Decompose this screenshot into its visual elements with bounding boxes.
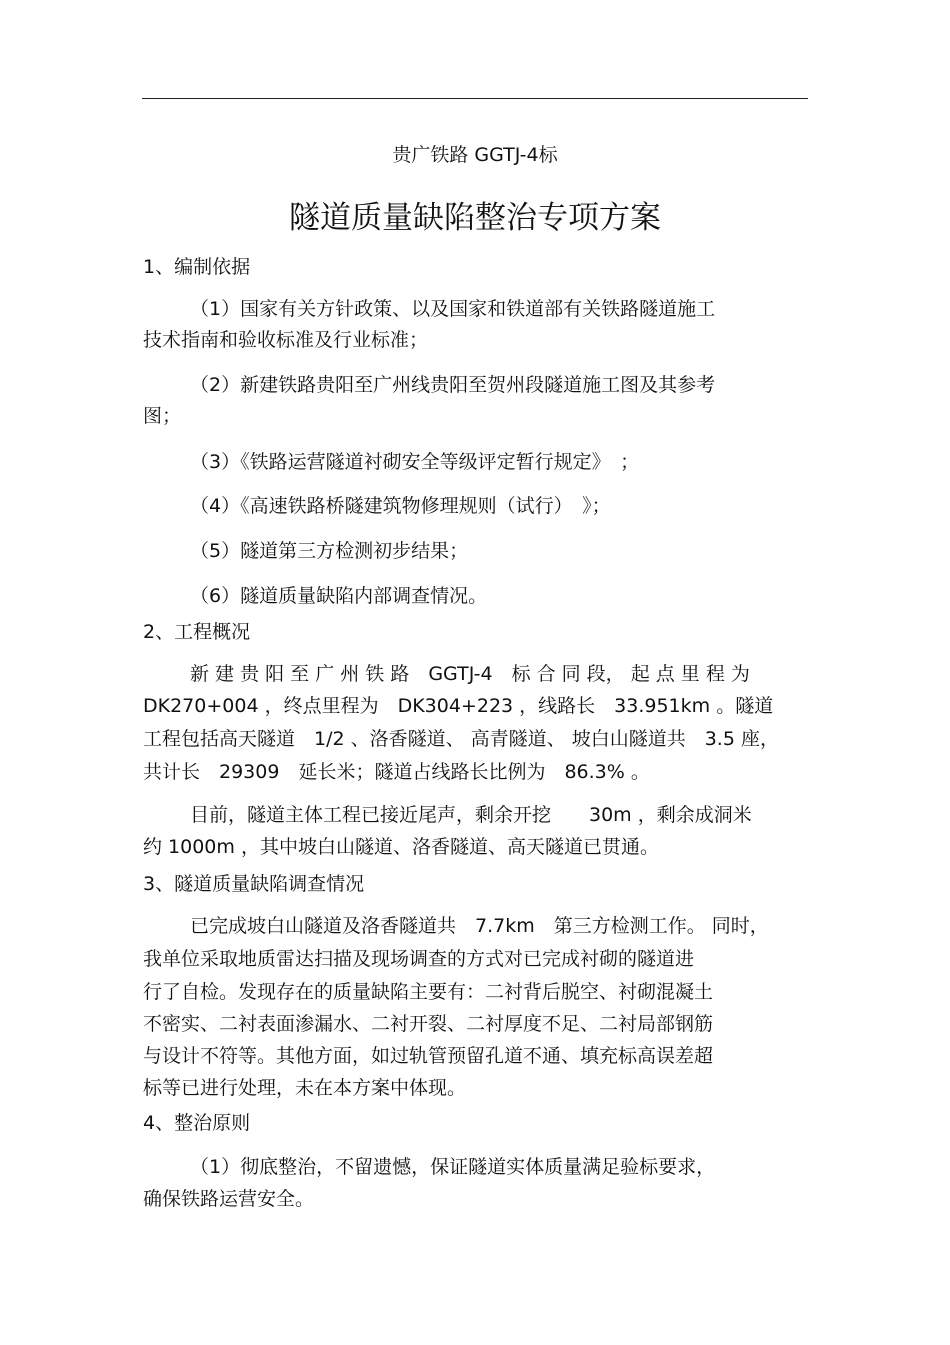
- survey-line2: 我单位采取地质雷达扫描及现场调查的方式对已完成衬砌的隧道进: [143, 948, 695, 970]
- survey-line3: 行了自检。发现存在的质量缺陷主要有：二衬背后脱空、衬砌混凝土: [143, 981, 714, 1003]
- basis-item-5: （5）隧道第三方检测初步结果；: [190, 540, 469, 562]
- overview-para1-line2: DK270+004 ，终点里程为 DK304+223 ，线路长 33.951km 。隧道: [143, 695, 774, 717]
- section-heading-4: 4、整治原则: [143, 1112, 251, 1134]
- survey-line1: 已完成坡白山隧道及洛香隧道共 7.7km 第三方检测工作。 同时，: [190, 915, 769, 937]
- basis-item-2-line2: 图；: [143, 405, 182, 427]
- principle-item-1-line2: 确保铁路运营安全。: [143, 1188, 315, 1210]
- overview-para1-line1: 新 建 贵 阳 至 广 州 铁 路 GGTJ-4 标 合 同 段， 起 点 里 程 为: [190, 663, 750, 685]
- header-rule: [142, 98, 808, 99]
- basis-item-1-line1: （1）国家有关方针政策、以及国家和铁道部有关铁路隧道施工: [190, 298, 716, 320]
- survey-line4: 不密实、二衬表面渗漏水、二衬开裂、二衬厚度不足、二衬局部钢筋: [143, 1013, 714, 1035]
- basis-item-6: （6）隧道质量缺陷内部调查情况。: [190, 585, 488, 607]
- basis-item-1-line2: 技术指南和验收标准及行业标准；: [143, 329, 429, 351]
- section-heading-1: 1、编制依据: [143, 256, 251, 278]
- overview-para2-line1: 目前，隧道主体工程已接近尾声，剩余开挖 30m ，剩余成洞米: [190, 804, 752, 826]
- overview-para1-line4: 共计长 29309 延长米；隧道占线路长比例为 86.3% 。: [143, 761, 650, 783]
- survey-line5: 与设计不符等。其他方面，如过轨管预留孔道不通、填充标高误差超: [143, 1045, 714, 1067]
- basis-item-3: （3）《铁路运营隧道衬砌安全等级评定暂行规定》 ；: [190, 451, 640, 473]
- basis-item-4: （4）《高速铁路桥隧建筑物修理规则（试行） 》；: [190, 495, 611, 517]
- principle-item-1-line1: （1）彻底整治，不留遗憾，保证隧道实体质量满足验标要求，: [190, 1156, 716, 1178]
- basis-item-2-line1: （2）新建铁路贵阳至广州线贵阳至贺州段隧道施工图及其参考: [190, 374, 716, 396]
- document-subtitle: 贵广铁路 GGTJ-4标: [392, 144, 558, 166]
- section-heading-2: 2、工程概况: [143, 621, 251, 643]
- document-title: 隧道质量缺陷整治专项方案: [289, 200, 661, 236]
- section-heading-3: 3、隧道质量缺陷调查情况: [143, 873, 365, 895]
- overview-para2-line2: 约 1000m ，其中坡白山隧道、洛香隧道、高天隧道已贯通。: [143, 836, 659, 858]
- overview-para1-line3: 工程包括高天隧道 1/2 、洛香隧道、 高青隧道、 坡白山隧道共 3.5 座，: [143, 728, 779, 750]
- survey-line6: 标等已进行处理，未在本方案中体现。: [143, 1077, 467, 1099]
